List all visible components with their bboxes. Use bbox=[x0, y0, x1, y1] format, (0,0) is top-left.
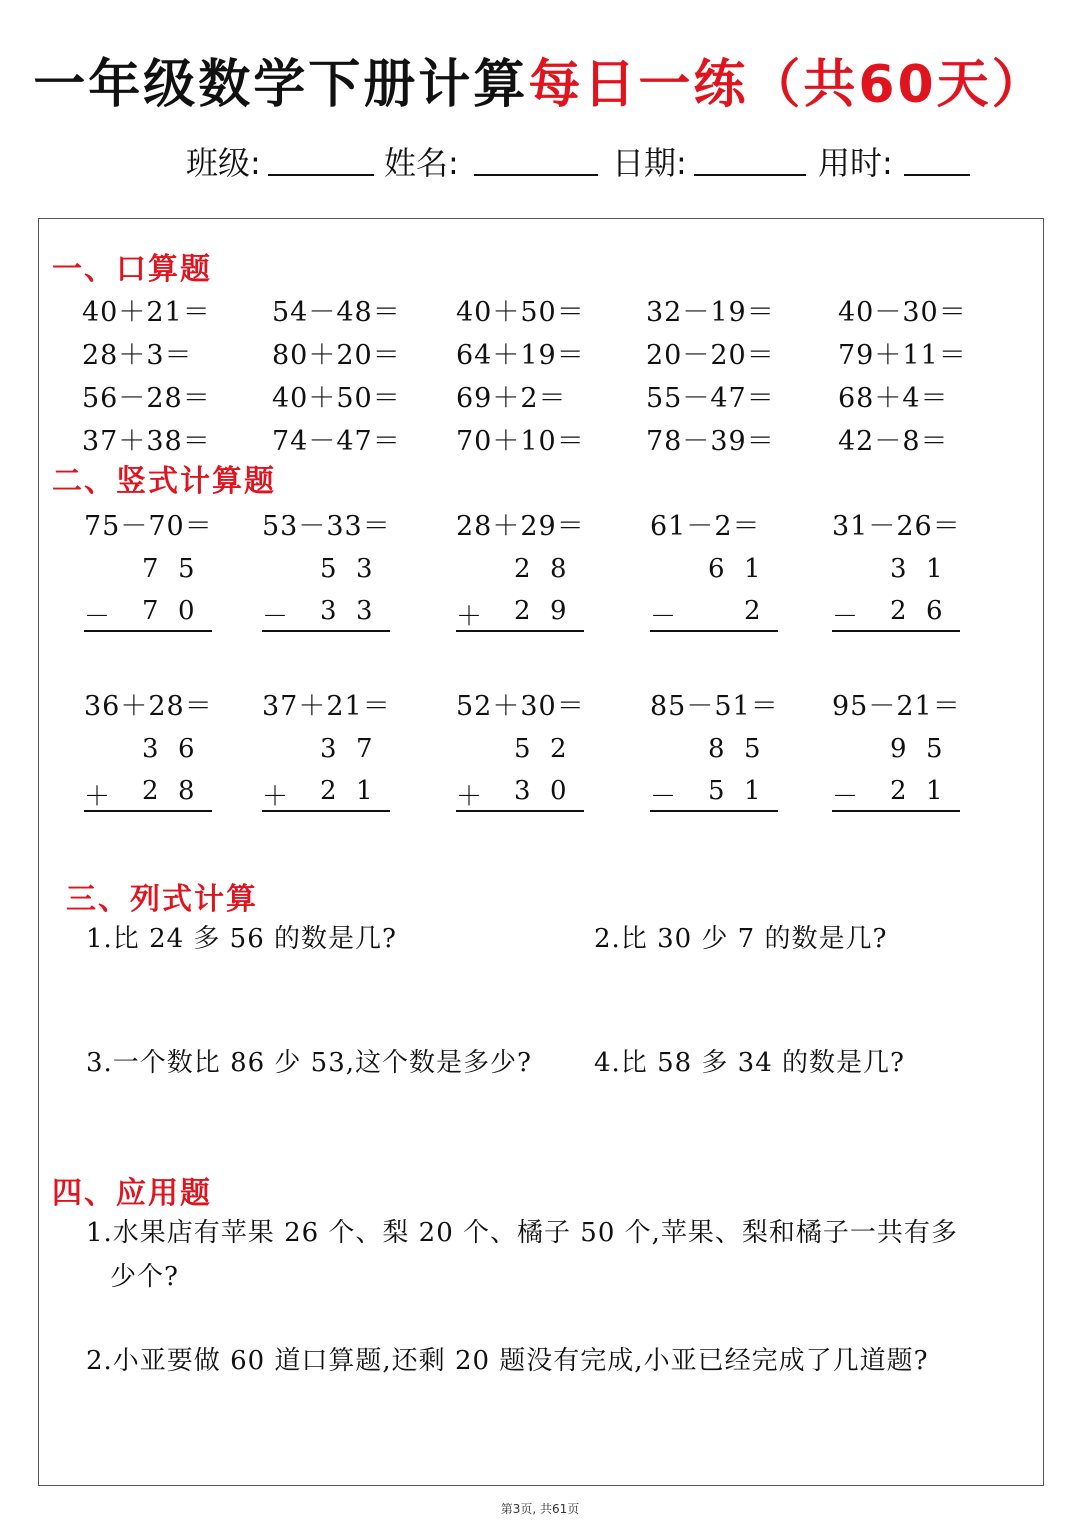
operator-sign: － bbox=[832, 782, 859, 812]
oral-problem: 80＋20＝ bbox=[272, 340, 401, 371]
section-applied-title: 四、应用题 bbox=[52, 1176, 212, 1211]
vertical-expression: 85－51＝ bbox=[650, 691, 779, 722]
name-label: 姓名: bbox=[384, 144, 459, 182]
digit-ones: 6 bbox=[926, 596, 943, 626]
class-label: 班级: bbox=[186, 144, 261, 182]
section-oral-title: 一、口算题 bbox=[52, 252, 212, 287]
answer-line bbox=[262, 810, 390, 812]
oral-problem: 20－20＝ bbox=[646, 340, 775, 371]
operator-sign: － bbox=[84, 602, 111, 632]
operator-sign: － bbox=[650, 602, 677, 632]
vertical-expression: 36＋28＝ bbox=[84, 691, 213, 722]
applied-question-2: 2.小亚要做 60 道口算题,还剩 20 题没有完成,小亚已经完成了几道题? bbox=[86, 1346, 929, 1376]
vertical-expression: 61－2＝ bbox=[650, 511, 761, 542]
time-label: 用时: bbox=[818, 144, 893, 182]
date-blank[interactable] bbox=[694, 174, 806, 176]
answer-line bbox=[832, 630, 960, 632]
section-formula-title: 三、列式计算 bbox=[66, 882, 258, 917]
digit-tens: 6 bbox=[708, 554, 725, 584]
operator-sign: ＋ bbox=[84, 782, 111, 812]
digit-tens: 7 bbox=[142, 596, 159, 626]
digit-tens: 2 bbox=[890, 776, 907, 806]
student-info-row bbox=[0, 138, 1080, 188]
vertical-expression: 53－33＝ bbox=[262, 511, 391, 542]
oral-problem: 42－8＝ bbox=[838, 426, 949, 457]
oral-problem: 64＋19＝ bbox=[456, 340, 585, 371]
page-title bbox=[0, 42, 1080, 117]
vertical-expression: 28＋29＝ bbox=[456, 511, 585, 542]
answer-line bbox=[650, 810, 778, 812]
digit-ones: 8 bbox=[178, 776, 195, 806]
operator-sign: － bbox=[262, 602, 289, 632]
oral-problem: 68＋4＝ bbox=[838, 383, 949, 414]
digit-ones: 8 bbox=[550, 554, 567, 584]
digit-ones: 3 bbox=[356, 554, 373, 584]
digit-tens: 3 bbox=[320, 734, 337, 764]
digit-tens: 3 bbox=[320, 596, 337, 626]
digit-tens: 2 bbox=[320, 776, 337, 806]
oral-problem: 70＋10＝ bbox=[456, 426, 585, 457]
formula-question: 2.比 30 少 7 的数是几? bbox=[594, 924, 888, 954]
answer-line bbox=[262, 630, 390, 632]
oral-problem: 40＋50＝ bbox=[456, 297, 585, 328]
digit-tens: 3 bbox=[890, 554, 907, 584]
answer-line bbox=[650, 630, 778, 632]
digit-ones: 1 bbox=[744, 554, 761, 584]
page-footer: 第3页, 共61页 bbox=[500, 1502, 580, 1516]
digit-ones: 0 bbox=[178, 596, 195, 626]
vertical-expression: 75－70＝ bbox=[84, 511, 213, 542]
digit-tens: 5 bbox=[514, 734, 531, 764]
oral-problem: 40＋50＝ bbox=[272, 383, 401, 414]
vertical-expression: 37＋21＝ bbox=[262, 691, 391, 722]
digit-ones: 2 bbox=[550, 734, 567, 764]
oral-problem: 40＋21＝ bbox=[82, 297, 211, 328]
oral-problem: 74－47＝ bbox=[272, 426, 401, 457]
operator-sign: ＋ bbox=[456, 602, 483, 632]
applied-question-1-line1: 1.水果店有苹果 26 个、梨 20 个、橘子 50 个,苹果、梨和橘子一共有多 bbox=[86, 1218, 958, 1248]
digit-ones: 5 bbox=[926, 734, 943, 764]
digit-tens: 5 bbox=[320, 554, 337, 584]
operator-sign: － bbox=[650, 782, 677, 812]
oral-problem: 40－30＝ bbox=[838, 297, 967, 328]
class-blank[interactable] bbox=[268, 174, 374, 176]
digit-tens: 2 bbox=[514, 596, 531, 626]
digit-ones: 1 bbox=[356, 776, 373, 806]
oral-problem: 54－48＝ bbox=[272, 297, 401, 328]
digit-ones: 3 bbox=[356, 596, 373, 626]
title-main: 一年级数学下册计算 bbox=[33, 55, 529, 115]
answer-line bbox=[456, 630, 584, 632]
digit-ones: 9 bbox=[550, 596, 567, 626]
digit-ones: 1 bbox=[926, 554, 943, 584]
section-vertical-title: 二、竖式计算题 bbox=[52, 464, 276, 499]
operator-sign: ＋ bbox=[262, 782, 289, 812]
oral-problem: 69＋2＝ bbox=[456, 383, 567, 414]
operator-sign: ＋ bbox=[456, 782, 483, 812]
digit-ones: 1 bbox=[744, 776, 761, 806]
oral-problem: 78－39＝ bbox=[646, 426, 775, 457]
digit-tens: 2 bbox=[142, 776, 159, 806]
formula-question: 3.一个数比 86 少 53,这个数是多少? bbox=[86, 1048, 532, 1078]
formula-question: 1.比 24 多 56 的数是几? bbox=[86, 924, 397, 954]
vertical-expression: 31－26＝ bbox=[832, 511, 961, 542]
digit-tens: 9 bbox=[890, 734, 907, 764]
answer-line bbox=[84, 630, 212, 632]
digit-tens: 3 bbox=[514, 776, 531, 806]
date-label: 日期: bbox=[612, 144, 687, 182]
applied-question-1-line2: 少个? bbox=[110, 1262, 179, 1292]
digit-tens: 2 bbox=[890, 596, 907, 626]
oral-problem: 79＋11＝ bbox=[838, 340, 967, 371]
title-highlight: 每日一练（共60天） bbox=[528, 55, 1047, 115]
oral-problem: 37＋38＝ bbox=[82, 426, 211, 457]
answer-line bbox=[832, 810, 960, 812]
answer-line bbox=[456, 810, 584, 812]
digit-ones: 1 bbox=[926, 776, 943, 806]
oral-problem: 28＋3＝ bbox=[82, 340, 193, 371]
vertical-expression: 52＋30＝ bbox=[456, 691, 585, 722]
digit-ones: 0 bbox=[550, 776, 567, 806]
name-blank[interactable] bbox=[474, 174, 598, 176]
digit-ones: 5 bbox=[178, 554, 195, 584]
digit-ones: 6 bbox=[178, 734, 195, 764]
oral-problem: 32－19＝ bbox=[646, 297, 775, 328]
digit-tens: 3 bbox=[142, 734, 159, 764]
oral-problem: 55－47＝ bbox=[646, 383, 775, 414]
digit-ones: 2 bbox=[744, 596, 761, 626]
digit-tens: 7 bbox=[142, 554, 159, 584]
operator-sign: － bbox=[832, 602, 859, 632]
answer-line bbox=[84, 810, 212, 812]
time-blank[interactable] bbox=[904, 174, 970, 176]
vertical-expression: 95－21＝ bbox=[832, 691, 961, 722]
digit-ones: 7 bbox=[356, 734, 373, 764]
digit-tens: 2 bbox=[514, 554, 531, 584]
oral-problem: 56－28＝ bbox=[82, 383, 211, 414]
digit-ones: 5 bbox=[744, 734, 761, 764]
digit-tens: 5 bbox=[708, 776, 725, 806]
digit-tens: 8 bbox=[708, 734, 725, 764]
formula-question: 4.比 58 多 34 的数是几? bbox=[594, 1048, 905, 1078]
